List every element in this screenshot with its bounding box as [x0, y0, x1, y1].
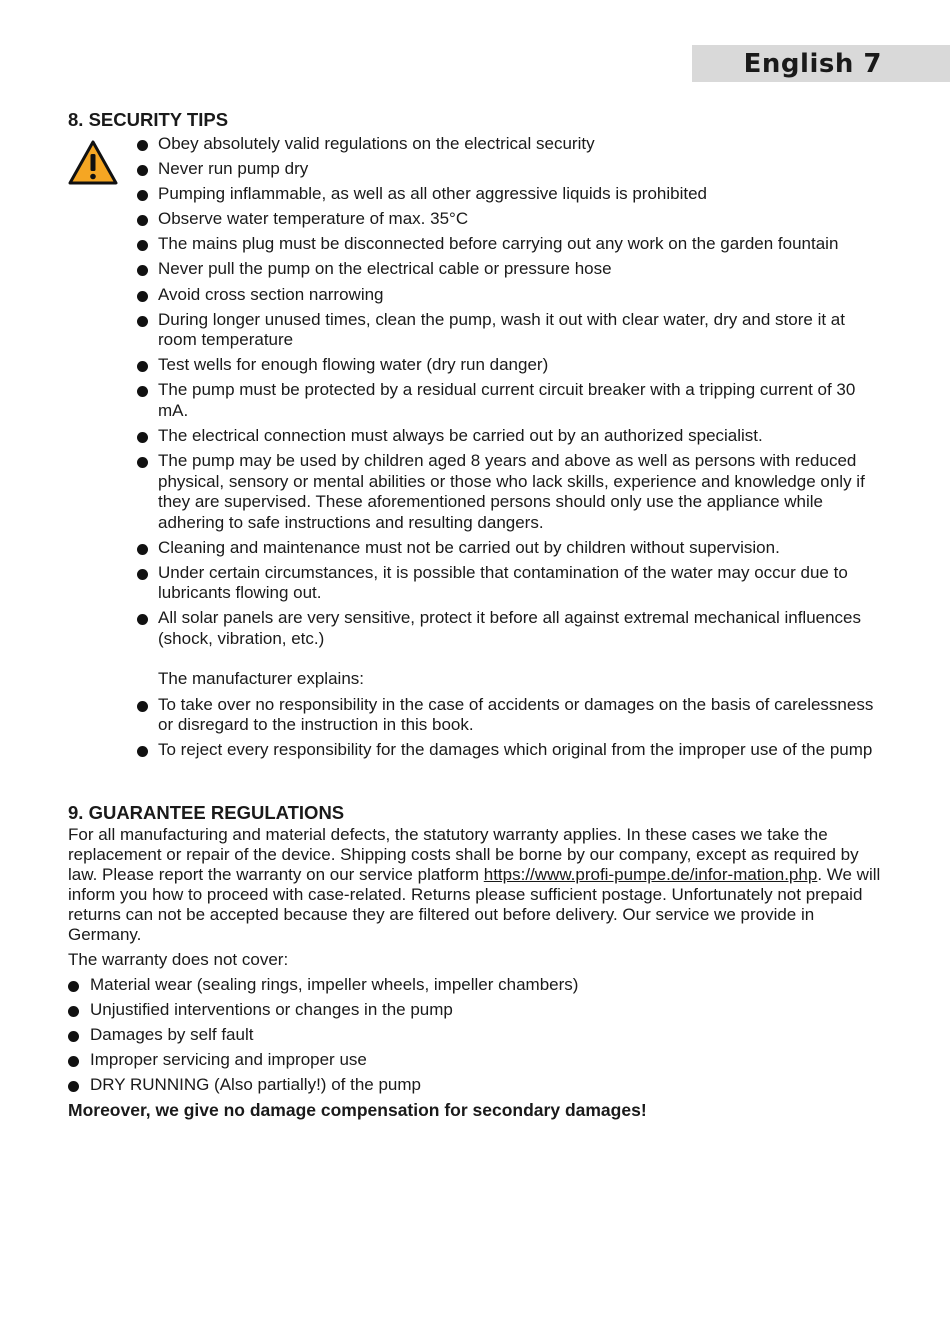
bullet-icon [68, 1031, 79, 1042]
list-item: Damages by self fault [90, 1025, 888, 1046]
list-item: Cleaning and maintenance must not be carried out by children without supervision. [158, 538, 888, 559]
manufacturer-intro: The manufacturer explains: [158, 669, 364, 689]
bullet-icon [137, 614, 148, 625]
list-item: The pump may be used by children aged 8 years and above as well as persons with reduced physical, sensory or mental abilities or those who lack skills, experience and knowledge only if they are supervised. These aforementioned persons should only use the appliance while adhering to safe instructions and resulting dangers. [158, 451, 888, 533]
list-item: Under certain circumstances, it is possible that contamination of the water may occur due to lubricants flowing out. [158, 563, 888, 604]
not-cover-intro: The warranty does not cover: [68, 949, 289, 969]
list-item: To take over no responsibility in the case of accidents or damages on the basis of carelessness or disregard to the instruction in this book. [158, 695, 888, 736]
guarantee-paragraph: For all manufacturing and material defects, the statutory warranty applies. In these cases we take the replacement or repair of the device. Shipping costs shall be borne by our company, except as required by law. Please report the warranty on our service platform https://www.profi-pumpe.de/infor-mation.php. We will inform you how to proceed with case-related. Returns please sufficient postage. Unfortunately not prepaid returns can not be accepted because they are filtered out before delivery. Our service we provide in Germany. [68, 824, 881, 944]
bullet-icon [137, 746, 148, 757]
bullet-icon [137, 361, 148, 372]
list-item: Never pull the pump on the electrical cable or pressure hose [158, 259, 888, 280]
warranty-exclusions-list [68, 975, 888, 1096]
bullet-icon [68, 1006, 79, 1017]
list-item: Material wear (sealing rings, impeller wheels, impeller chambers) [90, 975, 888, 996]
bullet-icon [137, 701, 148, 712]
page-language-number: English 7 [743, 49, 882, 79]
bullet-icon [137, 432, 148, 443]
list-item: The mains plug must be disconnected before carrying out any work on the garden fountain [158, 234, 888, 255]
bullet-icon [137, 291, 148, 302]
list-item: All solar panels are very sensitive, protect it before all against extremal mechanical influences (shock, vibration, etc.) [158, 608, 888, 649]
guarantee-section [68, 801, 888, 1121]
list-item: Test wells for enough flowing water (dry run danger) [158, 355, 888, 376]
security-tips-section [68, 108, 888, 761]
list-item: Never run pump dry [158, 159, 888, 180]
list-item: The electrical connection must always be carried out by an authorized specialist. [158, 426, 888, 447]
warning-triangle-icon [68, 140, 118, 186]
bullet-icon [137, 386, 148, 397]
list-item: Pumping inflammable, as well as all other aggressive liquids is prohibited [158, 184, 888, 205]
bullet-icon [137, 215, 148, 226]
service-platform-link[interactable]: https://www.profi-pumpe.de/infor-mation.php [483, 864, 818, 884]
bullet-icon [137, 265, 148, 276]
list-item: Unjustified interventions or changes in the pump [90, 1000, 888, 1021]
closing-statement: Moreover, we give no damage compensation for secondary damages! [68, 1100, 647, 1121]
list-item: During longer unused times, clean the pump, wash it out with clear water, dry and store it at room temperature [158, 310, 888, 351]
list-item: DRY RUNNING (Also partially!) of the pump [90, 1075, 888, 1096]
list-item: Avoid cross section narrowing [158, 285, 888, 306]
page-content [68, 108, 888, 1121]
manufacturer-list [68, 695, 888, 761]
list-item: Obey absolutely valid regulations on the electrical security [158, 134, 888, 155]
bullet-icon [137, 240, 148, 251]
bullet-icon [137, 190, 148, 201]
page-header-tab [692, 45, 950, 82]
list-item: Improper servicing and improper use [90, 1050, 888, 1071]
guarantee-heading: 9. GUARANTEE REGULATIONS [68, 801, 345, 823]
list-item: Observe water temperature of max. 35°C [158, 209, 888, 230]
bullet-icon [137, 140, 148, 151]
bullet-icon [137, 544, 148, 555]
list-item: The pump must be protected by a residual current circuit breaker with a tripping current of 30 mA. [158, 380, 888, 421]
bullet-icon [137, 165, 148, 176]
bullet-icon [68, 1056, 79, 1067]
bullet-icon [137, 316, 148, 327]
bullet-icon [68, 1081, 79, 1092]
list-item: To reject every responsibility for the damages which original from the improper use of the pump [158, 740, 888, 761]
bullet-icon [137, 569, 148, 580]
security-tips-list [68, 134, 888, 649]
security-tips-heading: 8. SECURITY TIPS [68, 109, 229, 130]
bullet-icon [68, 981, 79, 992]
bullet-icon [137, 457, 148, 468]
